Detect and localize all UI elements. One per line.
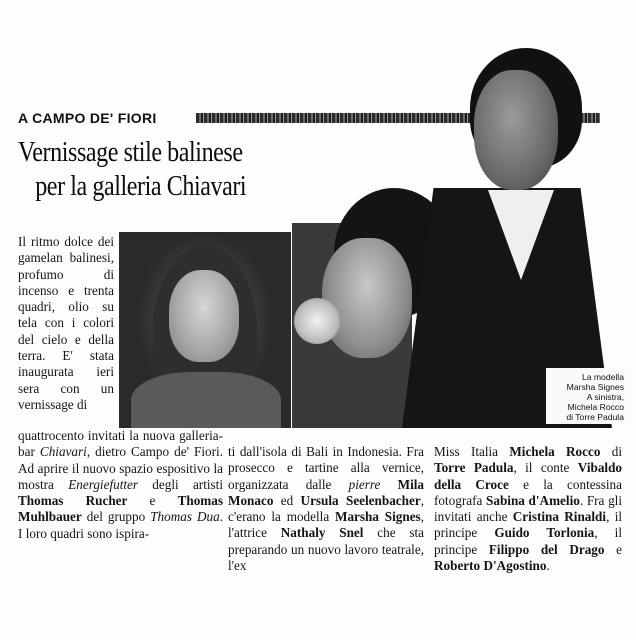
photo-woman-portrait	[119, 232, 291, 428]
headline	[18, 136, 293, 204]
headline-line-2: per la galleria Chiavari	[35, 171, 247, 202]
headline-line-1: Vernissage stile balinese	[18, 137, 243, 168]
flower-decoration	[294, 298, 340, 344]
article-column-3: Miss Italia Michela Rocco di Torre Padula, il conte Vibaldo della Croce e la contessina fotografa Sabina d'Amelio. Fra gli invitati anche Cristina Rinaldi, il principe Guido Torlonia, il principe Filippo del Drago e Roberto D'Agostino.	[434, 444, 623, 574]
section-label: A CAMPO DE' FIORI	[18, 110, 157, 126]
article-column-2: ti dall'isola di Bali in Indonesia. Fra prosecco e tartine alla vernice, organizzata dalle pierre Mila Monaco ed Ursula Seelenbacher, c'erano la modella Marsha Signes, l'attrice Nathaly Snel che sta preparando un nuovo lavoro teatrale, l'ex	[228, 444, 425, 574]
article-column-1-bottom: quattrocento invitati la nuova galleria-bar Chiavari, dietro Campo de' Fiori. Ad aprire il nuovo spazio espositivo la mostra Energiefutter degli artisti Thomas Rucher e Thomas Muhlbauer del gruppo Thomas Dua. I loro quadri sono ispira-	[18, 428, 224, 541]
photo-caption: La modella Marsha Signes A sinistra, Michela Rocco di Torre Padula	[566, 372, 624, 422]
article-column-1-top: Il ritmo dolce dei gamelan balinesi, profumo di incenso e trenta quadri, olio su tela con i colori del cielo e della terra. E' stata inaugurata ieri sera con un vernissage di	[18, 234, 114, 412]
